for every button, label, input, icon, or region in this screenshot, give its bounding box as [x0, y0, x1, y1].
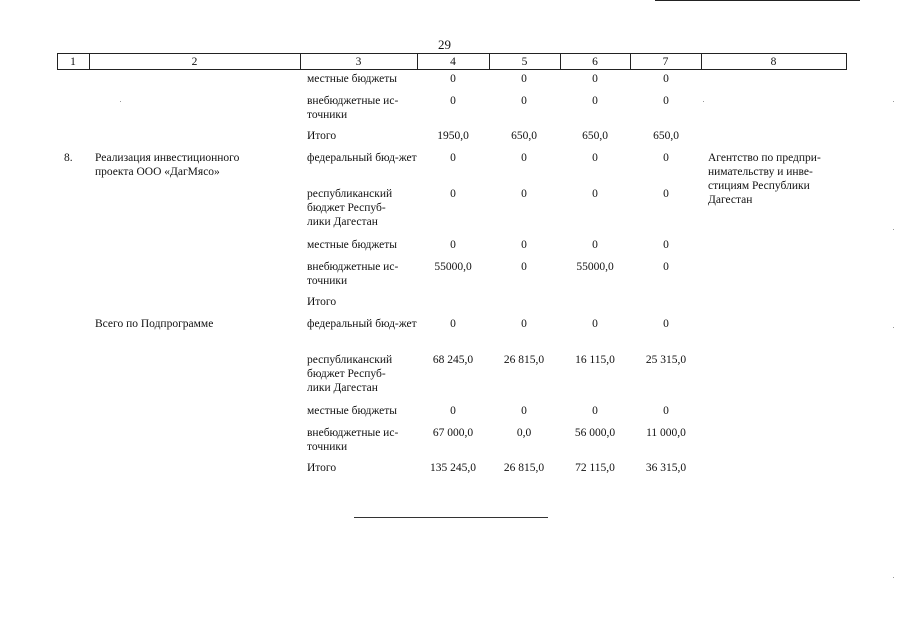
table-cell: 0: [592, 188, 598, 200]
table-cell: 650,0: [653, 130, 679, 142]
table-cell: 0: [663, 405, 669, 417]
scan-speck: [893, 101, 894, 102]
table-cell: 0: [663, 188, 669, 200]
header-cell: 1: [70, 56, 76, 68]
funding-source-label: Итого: [307, 462, 337, 474]
scan-speck: [893, 327, 894, 328]
funding-source-label: республиканский бюджет Респуб-лики Дагестан: [307, 354, 393, 394]
table-cell: 0: [592, 405, 598, 417]
funding-source-label: Итого: [307, 296, 337, 308]
table-cell: 36 315,0: [645, 462, 687, 474]
top-rule: [655, 0, 860, 1]
header-cell: 5: [521, 56, 528, 68]
table-cell: 0: [450, 73, 456, 85]
table-cell: 0: [663, 318, 669, 330]
funding-source-label: внебюджетные ис-точники: [307, 427, 399, 453]
table-cell: 0: [663, 152, 669, 164]
table-cell: 11 000,0: [646, 427, 686, 439]
funding-source-label: федеральный бюд-жет: [307, 152, 417, 164]
table-cell: 0: [450, 188, 456, 200]
table-cell: 0: [450, 95, 456, 107]
table-cell: 56 000,0: [574, 427, 616, 439]
table-cell: 25 315,0: [645, 354, 687, 366]
header-cell: 2: [191, 56, 198, 68]
table-cell: 650,0: [511, 130, 537, 142]
table-cell: 650,0: [582, 130, 608, 142]
end-rule: [354, 517, 548, 518]
scan-speck: [703, 101, 704, 102]
table-cell: 0: [592, 318, 598, 330]
table-cell: 0: [663, 73, 669, 85]
table-cell: 0: [592, 239, 598, 251]
table-cell: 0: [592, 95, 598, 107]
table-cell: 0: [592, 152, 598, 164]
header-cell: 6: [592, 56, 598, 68]
table-cell: 0: [450, 318, 456, 330]
table-cell: 0: [521, 95, 527, 107]
scan-speck: [893, 229, 894, 230]
table-cell: 0: [450, 405, 456, 417]
table-cell: 0: [450, 239, 456, 251]
table-cell: 0: [450, 152, 456, 164]
table-cell: 0: [521, 261, 527, 273]
funding-source-label: внебюджетные ис-точники: [307, 95, 399, 121]
table-header-bottom-border: [57, 69, 847, 70]
page-number: 29: [438, 37, 451, 52]
table-cell: 0: [663, 239, 669, 251]
funding-source-label: республиканский бюджет Респуб-лики Дагестан: [307, 188, 393, 228]
table-cell: 26 815,0: [503, 462, 545, 474]
funding-source-label: федеральный бюд-жет: [307, 318, 417, 330]
table-cell: 16 115,0: [575, 354, 615, 366]
table-top-border: [57, 53, 847, 54]
table-cell: 0: [521, 188, 527, 200]
table-cell: 135 245,0: [430, 462, 476, 474]
executor-name: Агентство по предпри-нимательству и инве-стициям Республики Дагестан: [708, 152, 821, 206]
funding-source-label: Итого: [307, 130, 337, 142]
header-cell: 4: [450, 56, 456, 68]
col-divider: [846, 53, 847, 69]
table-cell: 0: [521, 73, 527, 85]
table-cell: 0: [521, 239, 527, 251]
table-cell: 0,0: [516, 427, 532, 439]
table-cell: 0: [521, 318, 527, 330]
table-cell: 67 000,0: [432, 427, 474, 439]
row-number: 8.: [64, 152, 73, 164]
total-label: Всего по Подпрограмме: [95, 318, 214, 330]
table-cell: 55000,0: [434, 261, 472, 273]
table-cell: 0: [592, 73, 598, 85]
table-cell: 68 245,0: [432, 354, 474, 366]
table-cell: 0: [663, 95, 669, 107]
measure-name: Реализация инвестиционного проекта ООО «ДагМясо»: [95, 152, 240, 178]
table-cell: 1950,0: [437, 130, 469, 142]
scan-speck: [120, 101, 121, 102]
funding-source-label: местные бюджеты: [307, 405, 398, 417]
table-cell: 55000,0: [576, 261, 614, 273]
header-cell: 3: [355, 56, 362, 68]
funding-source-label: местные бюджеты: [307, 239, 398, 251]
table-cell: 0: [521, 405, 527, 417]
table-cell: 0: [663, 261, 669, 273]
table-cell: 26 815,0: [503, 354, 545, 366]
scan-speck: [893, 577, 894, 578]
table-cell: 0: [521, 152, 527, 164]
header-cell: 7: [662, 56, 669, 68]
funding-source-label: внебюджетные ис-точники: [307, 261, 399, 287]
funding-source-label: местные бюджеты: [307, 73, 398, 85]
header-cell: 8: [770, 56, 777, 68]
table-cell: 72 115,0: [575, 462, 615, 474]
